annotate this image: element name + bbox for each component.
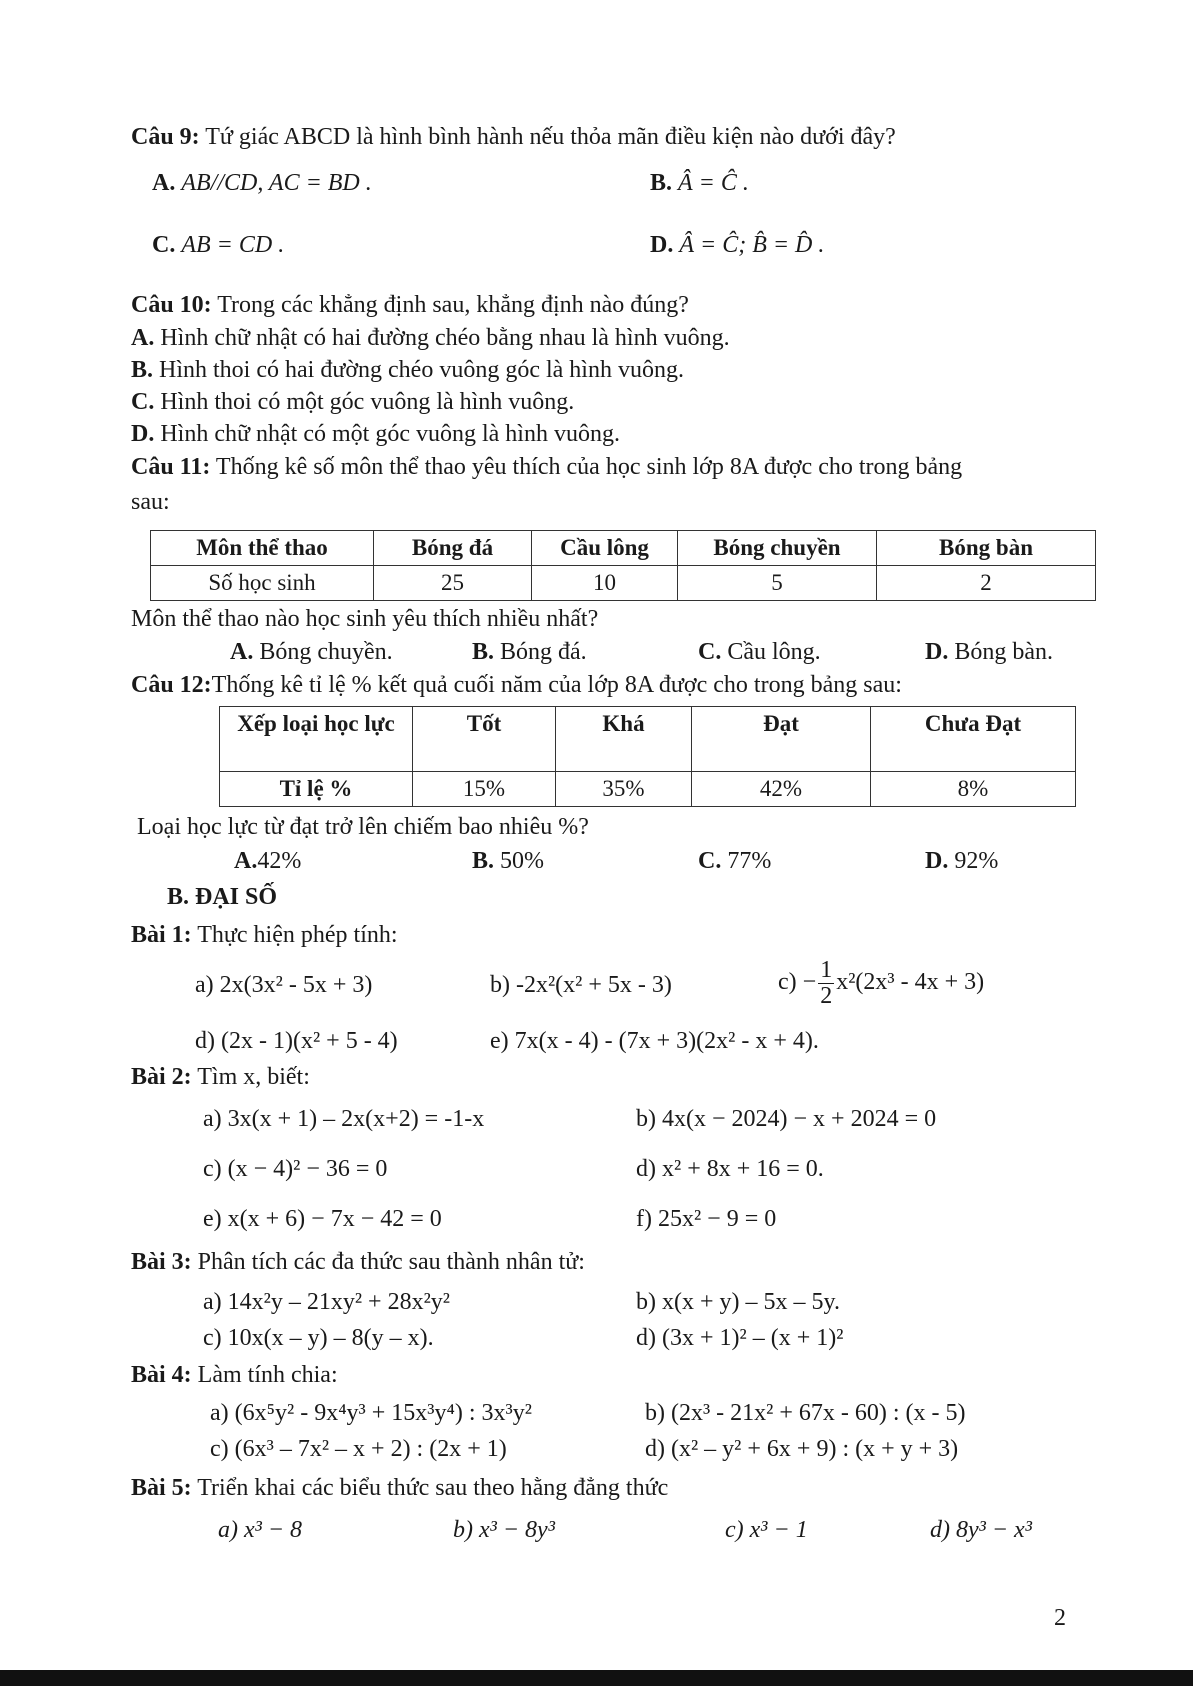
bai3-b: b) x(x + y) – 5x – 5y. [636,1289,840,1315]
q10-stem: Câu 10: Trong các khẳng định sau, khẳng định nào đúng? [131,292,689,318]
fraction: $\frac{1}{2}$ [820,957,833,1010]
q10-option-b: B. Hình thoi có hai đường chéo vuông góc là hình vuông. [131,357,684,383]
bai5-d: d) 8y³ − x³ [930,1517,1032,1543]
section-heading: B. ĐẠI SỐ [167,884,278,910]
table-header-row: Môn thể thao Bóng đá Cầu lông Bóng chuyền Bóng bàn [151,531,1096,566]
bai2-title: Bài 2: Tìm x, biết: [131,1064,310,1090]
q9-stem [131,122,896,153]
bai3-a: a) 14x²y – 21xy² + 28x²y² [203,1289,450,1315]
q11-stem: Câu 11: Thống kê số môn thể thao yêu thích của học sinh lớp 8A được cho trong bảng [131,454,963,480]
bai2-f: f) 25x² − 9 = 0 [636,1206,777,1232]
table-row: Số học sinh 25 10 5 2 [151,565,1096,600]
bai1-c: c) − $\frac{1}{2}$ x²(2x³ - 4x + 3) [778,957,985,1010]
bai4-b: b) (2x³ - 21x² + 67x - 60) : (x - 5) [645,1400,966,1426]
q12-stem: Câu 12:Thống kê tỉ lệ % kết quả cuối năm của lớp 8A được cho trong bảng sau: [131,672,902,698]
q9-option-a: A. AB//CD, AC = BD . [152,170,372,196]
bai2-a: a) 3x(x + 1) – 2x(x+2) = -1-x [203,1106,485,1132]
bai2-d: d) x² + 8x + 16 = 0. [636,1156,824,1182]
q11-option-d: D. Bóng bàn. [925,639,1054,665]
table-row: Tỉ lệ % 15% 35% 42% 8% [220,772,1076,807]
bai3-c: c) 10x(x – y) – 8(y – x). [203,1325,434,1351]
bai1-e: e) 7x(x - 4) - (7x + 3)(2x² - x + 4). [490,1028,819,1054]
q12-option-a: A.42% [234,848,302,874]
bai2-b: b) 4x(x − 2024) − x + 2024 = 0 [636,1106,937,1132]
bai2-c: c) (x − 4)² − 36 = 0 [203,1156,388,1182]
bai4-title: Bài 4: Làm tính chia: [131,1362,338,1388]
q11-option-c: C. Cầu lông. [698,639,821,665]
page-number: 2 [1054,1605,1066,1631]
q12-option-c: C. 77% [698,848,772,874]
bai5-c: c) x³ − 1 [725,1517,808,1543]
bai4-d: d) (x² – y² + 6x + 9) : (x + y + 3) [645,1436,959,1462]
q10-option-a: A. Hình chữ nhật có hai đường chéo bằng nhau là hình vuông. [131,325,730,351]
bai3-d: d) (3x + 1)² – (x + 1)² [636,1325,844,1351]
bai1-a: a) 2x(3x² - 5x + 3) [195,972,373,998]
q9-option-b: B. Â = Ĉ . [650,170,749,196]
scan-edge [0,1670,1193,1686]
q10-option-c: C. Hình thoi có một góc vuông là hình vuông. [131,389,575,415]
bai4-a: a) (6x⁵y² - 9x⁴y³ + 15x³y⁴) : 3x³y² [210,1400,532,1426]
sports-table [150,530,1096,601]
grades-table [219,706,1076,807]
bai5-a: a) x³ − 8 [218,1517,303,1543]
q10-option-d: D. Hình chữ nhật có một góc vuông là hình vuông. [131,421,620,447]
q12-option-b: B. 50% [472,848,545,874]
bai1-d: d) (2x - 1)(x² + 5 - 4) [195,1028,398,1054]
q12-option-d: D. 92% [925,848,999,874]
q9-stem-text: Tứ giác ABCD là hình bình hành nếu thỏa mãn điều kiện nào dưới đây? [199,124,896,150]
bai1-title: Bài 1: Thực hiện phép tính: [131,922,398,948]
q11-option-a: A. Bóng chuyền. [230,639,393,665]
q11-stem-cont: sau: [131,489,170,515]
bai2-e: e) x(x + 6) − 7x − 42 = 0 [203,1206,442,1232]
bai4-c: c) (6x³ – 7x² – x + 2) : (2x + 1) [210,1436,507,1462]
bai1-b: b) -2x²(x² + 5x - 3) [490,972,672,998]
q9-option-d: D. Â = Ĉ; B̂ = D̂ . [650,232,825,258]
q9-option-c: C. AB = CD . [152,232,285,258]
bai5-title: Bài 5: Triển khai các biểu thức sau theo hằng đẳng thức [131,1475,669,1501]
q12-question: Loại học lực từ đạt trở lên chiếm bao nhiêu %? [137,814,589,840]
table-header-row: Xếp loại học lực Tốt Khá Đạt Chưa Đạt [220,707,1076,772]
q11-option-b: B. Bóng đá. [472,639,587,665]
bai5-b: b) x³ − 8y³ [453,1517,555,1543]
q11-question: Môn thể thao nào học sinh yêu thích nhiều nhất? [131,606,599,632]
bai3-title: Bài 3: Phân tích các đa thức sau thành nhân tử: [131,1249,585,1275]
q9-label: Câu 9: [131,124,200,150]
